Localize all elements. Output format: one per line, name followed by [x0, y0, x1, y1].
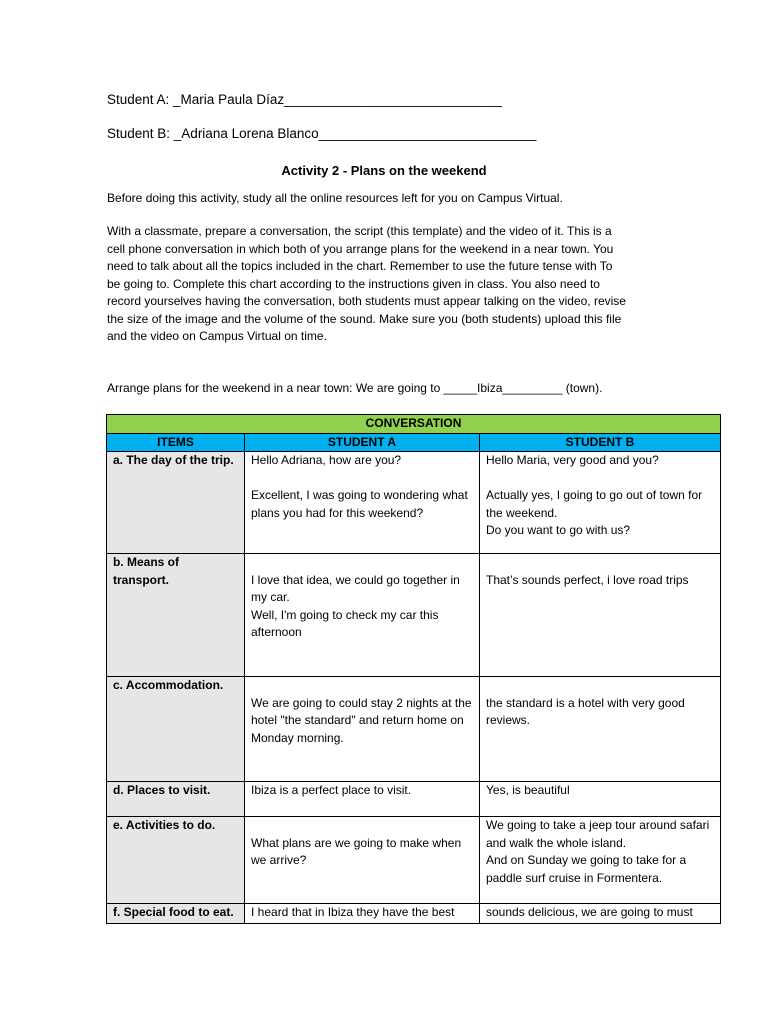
student-b-cell	[480, 452, 721, 554]
student-a-cell	[245, 554, 480, 677]
intro-text: Before doing this activity, study all the online resources left for you on Campus Virtual.	[107, 191, 563, 205]
table-row	[107, 782, 721, 817]
student-b-line: We going to take a jeep tour around safari and walk the whole island.	[486, 818, 710, 850]
student-b-line: the standard is a hotel with very good reviews.	[486, 695, 685, 727]
student-b-cell	[480, 817, 721, 904]
student-b-line: Hello Maria, very good and you?	[486, 453, 659, 467]
student-b-cell: Yes, is beautiful	[480, 782, 721, 817]
student-a-line: Excellent, I was going to wondering what plans you had for this weekend?	[251, 488, 468, 520]
student-a-cell: Ibiza is a perfect place to visit.	[245, 782, 480, 817]
header-student-a: STUDENT A	[245, 433, 480, 452]
student-b-line: Do you want to go with us?	[486, 523, 631, 537]
header-student-b: STUDENT B	[480, 433, 721, 452]
student-a-line: Student A: _Maria Paula Díaz_____________________________	[107, 92, 502, 107]
student-b-cell: sounds delicious, we are going to must	[480, 904, 721, 924]
student-b-line: Student B: _Adriana Lorena Blanco_____________________________	[107, 126, 537, 141]
table-title: CONVERSATION	[107, 415, 721, 434]
student-b-line: Actually yes, I going to go out of town for the weekend.	[486, 488, 703, 520]
conversation-table	[106, 414, 721, 924]
student-a-line: Hello Adriana, how are you?	[251, 453, 402, 467]
table-row	[107, 904, 721, 924]
student-b-cell	[480, 554, 721, 677]
student-a-cell	[245, 677, 480, 782]
instructions-line: need to talk about all the topics included in the chart. Remember to use the future tense with To	[107, 259, 613, 273]
item-cell: d. Places to visit.	[107, 782, 245, 817]
item-cell: c. Accommodation.	[107, 677, 245, 782]
instructions-line: and the video on Campus Virtual on time.	[107, 329, 327, 343]
student-a-cell: I heard that in Ibiza they have the best	[245, 904, 480, 924]
table-row	[107, 452, 721, 554]
table-row	[107, 817, 721, 904]
student-a-line: I love that idea, we could go together in my car.	[251, 572, 460, 604]
student-a-line: What plans are we going to make when we arrive?	[251, 835, 462, 867]
instructions-paragraph	[107, 223, 721, 346]
student-b-line: And on Sunday we going to take for a paddle surf cruise in Formentera.	[486, 853, 687, 885]
instructions-line: With a classmate, prepare a conversation, the script (this template) and the video of it. This is a	[107, 224, 612, 238]
item-cell: b. Means of transport.	[107, 554, 245, 677]
instructions-line: the size of the image and the volume of the sound. Make sure you (both students) upload this file	[107, 311, 622, 326]
activity-title: Activity 2 - Plans on the weekend	[281, 163, 487, 178]
item-cell: e. Activities to do.	[107, 817, 245, 904]
arrange-plans-line: Arrange plans for the weekend in a near town: We are going to _____Ibiza_________ (town).	[107, 381, 603, 395]
instructions-line: be going to. Complete this chart according to the instructions given in class. You also need to	[107, 276, 600, 291]
table-title-row	[107, 415, 721, 434]
item-cell: a. The day of the trip.	[107, 452, 245, 554]
student-a-line: We are going to could stay 2 nights at the hotel "the standard" and return home on Monday morning.	[251, 695, 472, 745]
student-b-line: That’s sounds perfect, i love road trips	[486, 572, 689, 587]
student-a-cell	[245, 817, 480, 904]
student-b-cell	[480, 677, 721, 782]
item-cell: f. Special food to eat.	[107, 904, 245, 924]
table-row	[107, 554, 721, 677]
table-row	[107, 677, 721, 782]
student-a-cell	[245, 452, 480, 554]
instructions-line: cell phone conversation in which both of you arrange plans for the weekend in a near town. You	[107, 241, 614, 256]
table-header-row	[107, 433, 721, 452]
student-a-line: Well, I'm going to check my car this afternoon	[251, 607, 439, 639]
header-items: ITEMS	[107, 433, 245, 452]
instructions-line: record yourselves having the conversation, both students must appear talking on the video, revise	[107, 294, 626, 308]
